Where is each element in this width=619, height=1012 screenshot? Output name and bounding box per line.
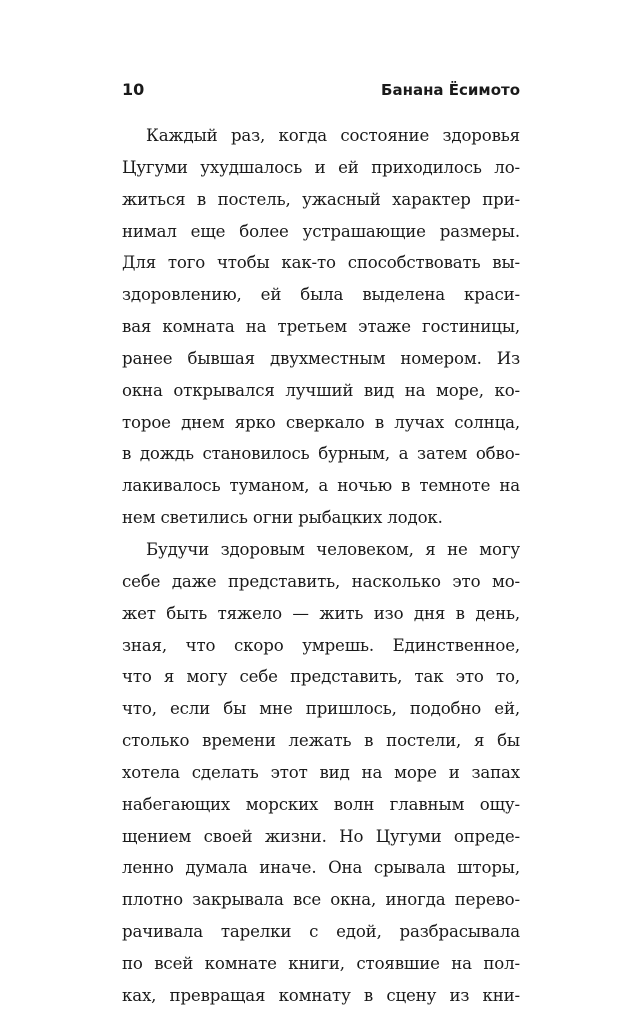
text-line: житься в постель, ужасный характер при- — [122, 189, 520, 209]
text-line: жет быть тяжело — жить изо дня в день, — [122, 603, 520, 623]
text-line: окна открывался лучший вид на море, ко- — [122, 380, 520, 400]
text-line: нем светились огни рыбацких лодок. — [122, 508, 443, 528]
text-line: Каждый раз, когда состояние здоровья — [146, 126, 520, 145]
text-line: лакивалось туманом, а ночью в темноте на — [122, 476, 520, 496]
text-line: ранее бывшая двухместным номером. Из — [122, 348, 520, 368]
text-line: что я могу себе представить, так это то, — [122, 667, 520, 687]
page-number: 10 — [122, 80, 145, 99]
text-line: в дождь становилось бурным, а затем обво- — [122, 444, 520, 464]
text-line: по всей комнате книги, стоявшие на пол- — [122, 953, 520, 973]
text-line: торое днем ярко сверкало в лучах солнца, — [122, 412, 520, 432]
text-line: ках, превращая комнату в сцену из кни- — [122, 985, 520, 1005]
text-line: хотела сделать этот вид на море и запах — [122, 762, 520, 782]
running-head — [122, 78, 520, 102]
text-line: зная, что скоро умрешь. Единственное, — [122, 635, 520, 655]
text-line: ленно думала иначе. Она срывала шторы, — [122, 858, 520, 878]
text-line: плотно закрывала все окна, иногда перево- — [122, 890, 520, 910]
paragraph-1 — [122, 120, 520, 534]
text-line: нимал еще более устрашающие размеры. — [122, 221, 520, 241]
author-name: Банана Ёсимото — [381, 81, 520, 99]
text-line: набегающих морских волн главным ощу- — [122, 794, 520, 814]
paragraph-2 — [122, 534, 520, 1012]
text-line: щением своей жизни. Но Цугуми опреде- — [122, 826, 520, 846]
body-text — [122, 120, 520, 1012]
text-line: столько времени лежать в постели, я бы — [122, 731, 520, 751]
text-line: здоровлению, ей была выделена краси- — [122, 285, 520, 305]
text-line: рачивала тарелки с едой, разбрасывала — [122, 922, 520, 942]
text-line: что, если бы мне пришлось, подобно ей, — [122, 699, 520, 719]
text-line: Для того чтобы как-то способствовать вы- — [122, 253, 520, 273]
text-line: себе даже представить, насколько это мо- — [122, 571, 520, 591]
text-line: Цугуми ухудшалось и ей приходилось ло- — [122, 157, 520, 177]
text-line: вая комната на третьем этаже гостиницы, — [122, 317, 520, 337]
text-line: Будучи здоровым человеком, я не могу — [146, 539, 520, 559]
